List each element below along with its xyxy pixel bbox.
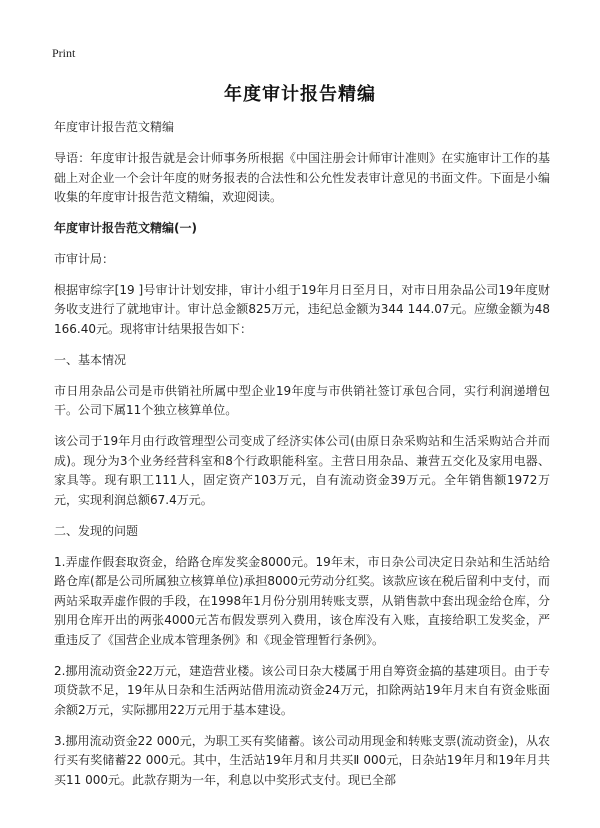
- body-paragraph: 3.挪用流动资金22 000元，为职工买有奖储蓄。该公司动用现金和转账支票(流动资金)，从农行买有奖储蓄22 000元。其中，生活站19年月和月共买Ⅱ 000元，日杂站19年月和19年月共买11 000元。此款存期为一年，利息以中奖形式支付。现已全部: [54, 733, 550, 787]
- body-paragraph: 1.弄虚作假套取资金，给路仓库发奖金8000元。19年末，市日杂公司决定日杂站和生活站给路仓库(都是公司所属独立核算单位)承担8000元劳动分红奖。该款应该在税后留利中支付，而两站采取弄虚作假的手段，在1998年1月份分别用转账支票，从销售款中套出现金给仓库，分别用仓库开出的两张4000元苫布假发票列入费用，该仓库没有入账，直接给职工发奖金，严重违反了《国营企业成本管理条例》和《现金管理暂行条例》。: [54, 554, 550, 647]
- intro-paragraph: 导语：年度审计报告就是会计师事务所根据《中国注册会计师审计准则》在实施审计工作的基础上对企业一个会计年度的财务报表的合法性和公允性发表审计意见的书面文件。下面是小编收集的年度审计报告范文精编，欢迎阅读。: [54, 151, 550, 204]
- body-paragraph: 该公司于19年月由行政管理型公司变成了经济实体公司(由原日杂采购站和生活采购站合并而成)。现分为3个业务经营科室和8个行政职能科室。主营日用杂品、兼营五交化及家用电器、家具等。现有职工111人，固定资产103万元，自有流动资金39万元。全年销售额1972万元，实现利润总额67.4万元。: [54, 434, 550, 507]
- subheading-issues: 二、发现的问题: [54, 523, 139, 538]
- salutation: 市审计局：: [54, 251, 115, 266]
- document-title: 年度审计报告精编: [224, 84, 376, 105]
- print-label[interactable]: Print: [52, 46, 76, 60]
- subheading-basic-info: 一、基本情况: [54, 352, 127, 367]
- body-paragraph: 根据审综字[19 ]号审计计划安排，审计小组于19年月日至月日，对市日用杂品公司19年度财务收支进行了就地审计。审计总金额825万元，违纪总金额为344 144.07元。应缴金额为48 166.40元。现将审计结果报告如下：: [54, 282, 550, 336]
- section-heading: 年度审计报告范文精编(一): [54, 221, 197, 235]
- subtitle: 年度审计报告范文精编: [54, 120, 175, 134]
- body-paragraph: 2.挪用流动资金22万元，建造营业楼。该公司日杂大楼属于用自筹资金搞的基建项目。由于专项贷款不足，19年从日杂和生活两站借用流动资金24万元，扣除两站19年月末自有资金账面余额2万元，实际挪用22万元用于基本建设。: [54, 663, 550, 717]
- body-paragraph: 市日用杂品公司是市供销社所属中型企业19年度与市供销社签订承包合同，实行利润递增包干。公司下属11个独立核算单位。: [54, 383, 550, 417]
- document-body: [54, 118, 550, 802]
